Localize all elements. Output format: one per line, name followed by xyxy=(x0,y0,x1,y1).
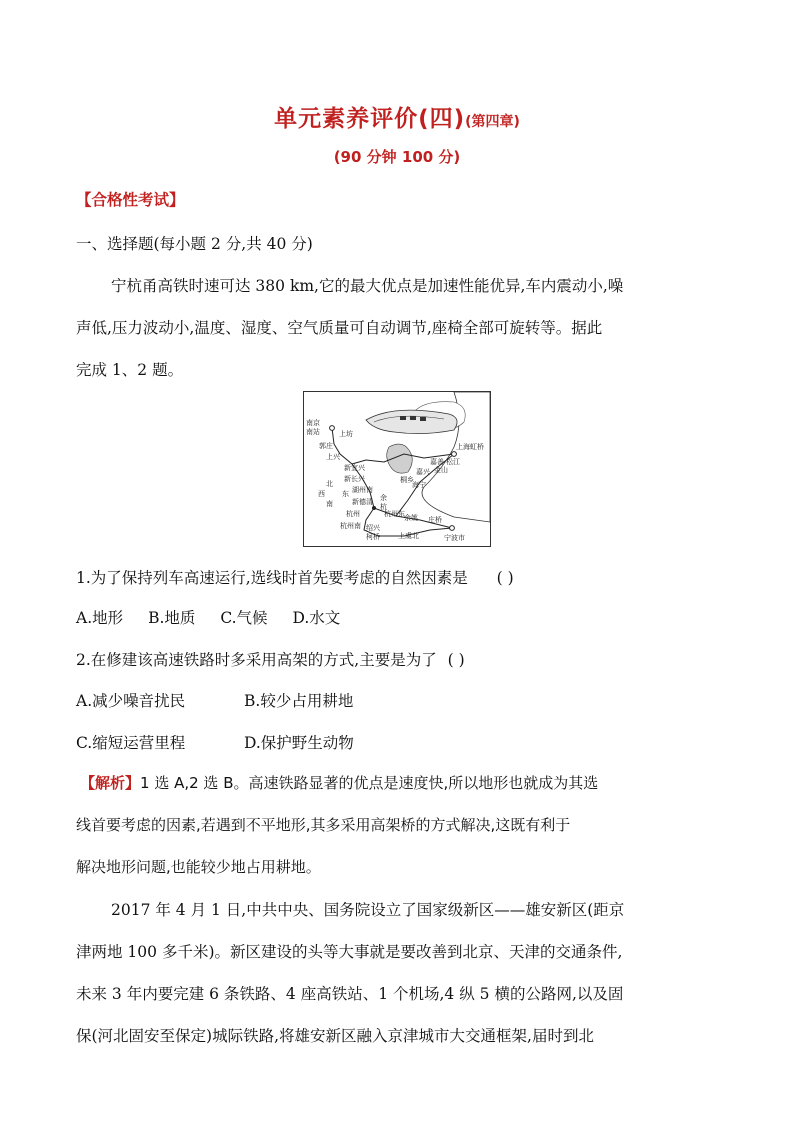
question-1 xyxy=(76,566,514,588)
passage1-line: 声低,压力波动小,温度、湿度、空气质量可自动调节,座椅全部可旋转等。据此 xyxy=(76,319,603,337)
page-title xyxy=(0,100,794,133)
map-label: 南京 xyxy=(306,419,320,427)
map-label: 绍兴 xyxy=(366,524,380,532)
question-2 xyxy=(76,648,465,670)
question-stem: 2.在修建该高速铁路时多采用高架的方式,主要是为了 xyxy=(76,651,437,669)
map-label: 南站 xyxy=(306,428,320,436)
analysis-line xyxy=(80,772,598,793)
map-label: 庄桥 xyxy=(428,516,442,524)
option: C.缩短运营里程 xyxy=(76,734,186,752)
map-label: 新德清 xyxy=(352,498,373,506)
map-label: 上兴 xyxy=(326,453,340,461)
map-label: 东 xyxy=(342,490,349,498)
option: B.较少占用耕地 xyxy=(244,692,354,710)
passage2-line: 2017 年 4 月 1 日,中共中央、国务院设立了国家级新区——雄安新区(距京 xyxy=(111,901,625,919)
option: D.保护野生动物 xyxy=(244,734,354,752)
map-label: 海宁 xyxy=(412,481,426,489)
passage2-line: 津两地 100 多千米)。新区建设的头等大事就是要改善到北京、天津的交通条件, xyxy=(76,943,623,961)
map-label: 西 xyxy=(318,490,325,498)
map-label: 柯桥 xyxy=(366,533,380,541)
option: B.地质 xyxy=(148,609,196,627)
map-label: 北 xyxy=(326,480,333,488)
map-label: 余 xyxy=(380,494,387,502)
analysis-line: 线首要考虑的因素,若遇到不平地形,其多采用高架桥的方式解决,这既有利于 xyxy=(76,816,571,834)
map-label: 嘉兴 xyxy=(416,468,430,476)
analysis-line: 解决地形问题,也能较少地占用耕地。 xyxy=(76,858,321,876)
map-label: 松江 xyxy=(446,458,460,466)
map-label: 桐乡 xyxy=(400,476,414,484)
option: A.减少噪音扰民 xyxy=(76,692,186,710)
option: C.气候 xyxy=(220,609,268,627)
analysis-tag: 【解析】 xyxy=(80,774,141,792)
map-label: 杭州东 xyxy=(384,510,405,518)
question-stem: 1.为了保持列车高速运行,选线时首先要考虑的自然因素是 xyxy=(76,569,468,587)
map-label: 新长兴 xyxy=(344,475,365,483)
exam-duration-score: (90 分钟 100 分) xyxy=(333,148,461,166)
map-label: 杭州 xyxy=(346,510,360,518)
part-title: 一、选择题(每小题 2 分,共 40 分) xyxy=(76,235,313,253)
passage2-line: 未来 3 年内要完建 6 条铁路、4 座高铁站、1 个机场,4 纵 5 横的公路网,以及固 xyxy=(76,985,624,1003)
map-label: 上海虹桥 xyxy=(456,443,484,451)
map-label: 余姚 xyxy=(404,514,418,522)
answer-bracket: ( ) xyxy=(447,651,465,669)
title-note: (第四章) xyxy=(465,114,520,130)
option: A.地形 xyxy=(76,609,124,627)
question-1-options xyxy=(76,606,340,628)
passage1-line: 宁杭甬高铁时速可达 380 km,它的最大优点是加速性能优异,车内震动小,噪 xyxy=(111,277,624,295)
option: D.水文 xyxy=(292,609,341,627)
answer-bracket: ( ) xyxy=(496,569,514,587)
map-label: 嘉善 xyxy=(430,458,444,466)
map-label: 宁波市 xyxy=(444,534,465,542)
railway-map xyxy=(303,391,491,547)
map-label: 上虞北 xyxy=(398,532,419,540)
map-label: 新宜兴 xyxy=(344,464,365,472)
railway-map-figure xyxy=(304,392,490,546)
map-label: 郭庄 xyxy=(319,442,333,450)
question-2-options-row2 xyxy=(76,731,354,753)
passage1-line: 完成 1、2 题。 xyxy=(76,361,184,379)
map-label: 上坊 xyxy=(339,430,353,438)
title-main: 单元素养评价(四) xyxy=(274,106,466,132)
passage2-line: 保(河北固安至保定)城际铁路,将雄安新区融入京津城市大交通框架,届时到北 xyxy=(76,1027,594,1045)
map-label: 湖州南 xyxy=(352,486,373,494)
analysis-text: 1 选 A,2 选 B。高速铁路显著的优点是速度快,所以地形也就成为其选 xyxy=(140,774,599,792)
section-tag: 【合格性考试】 xyxy=(76,191,185,209)
map-label: 杭州南 xyxy=(340,522,361,530)
map-label: 南 xyxy=(326,500,333,508)
map-label: 杭 xyxy=(380,503,387,511)
map-label: 金山 xyxy=(434,466,448,474)
question-2-options-row1 xyxy=(76,689,354,711)
